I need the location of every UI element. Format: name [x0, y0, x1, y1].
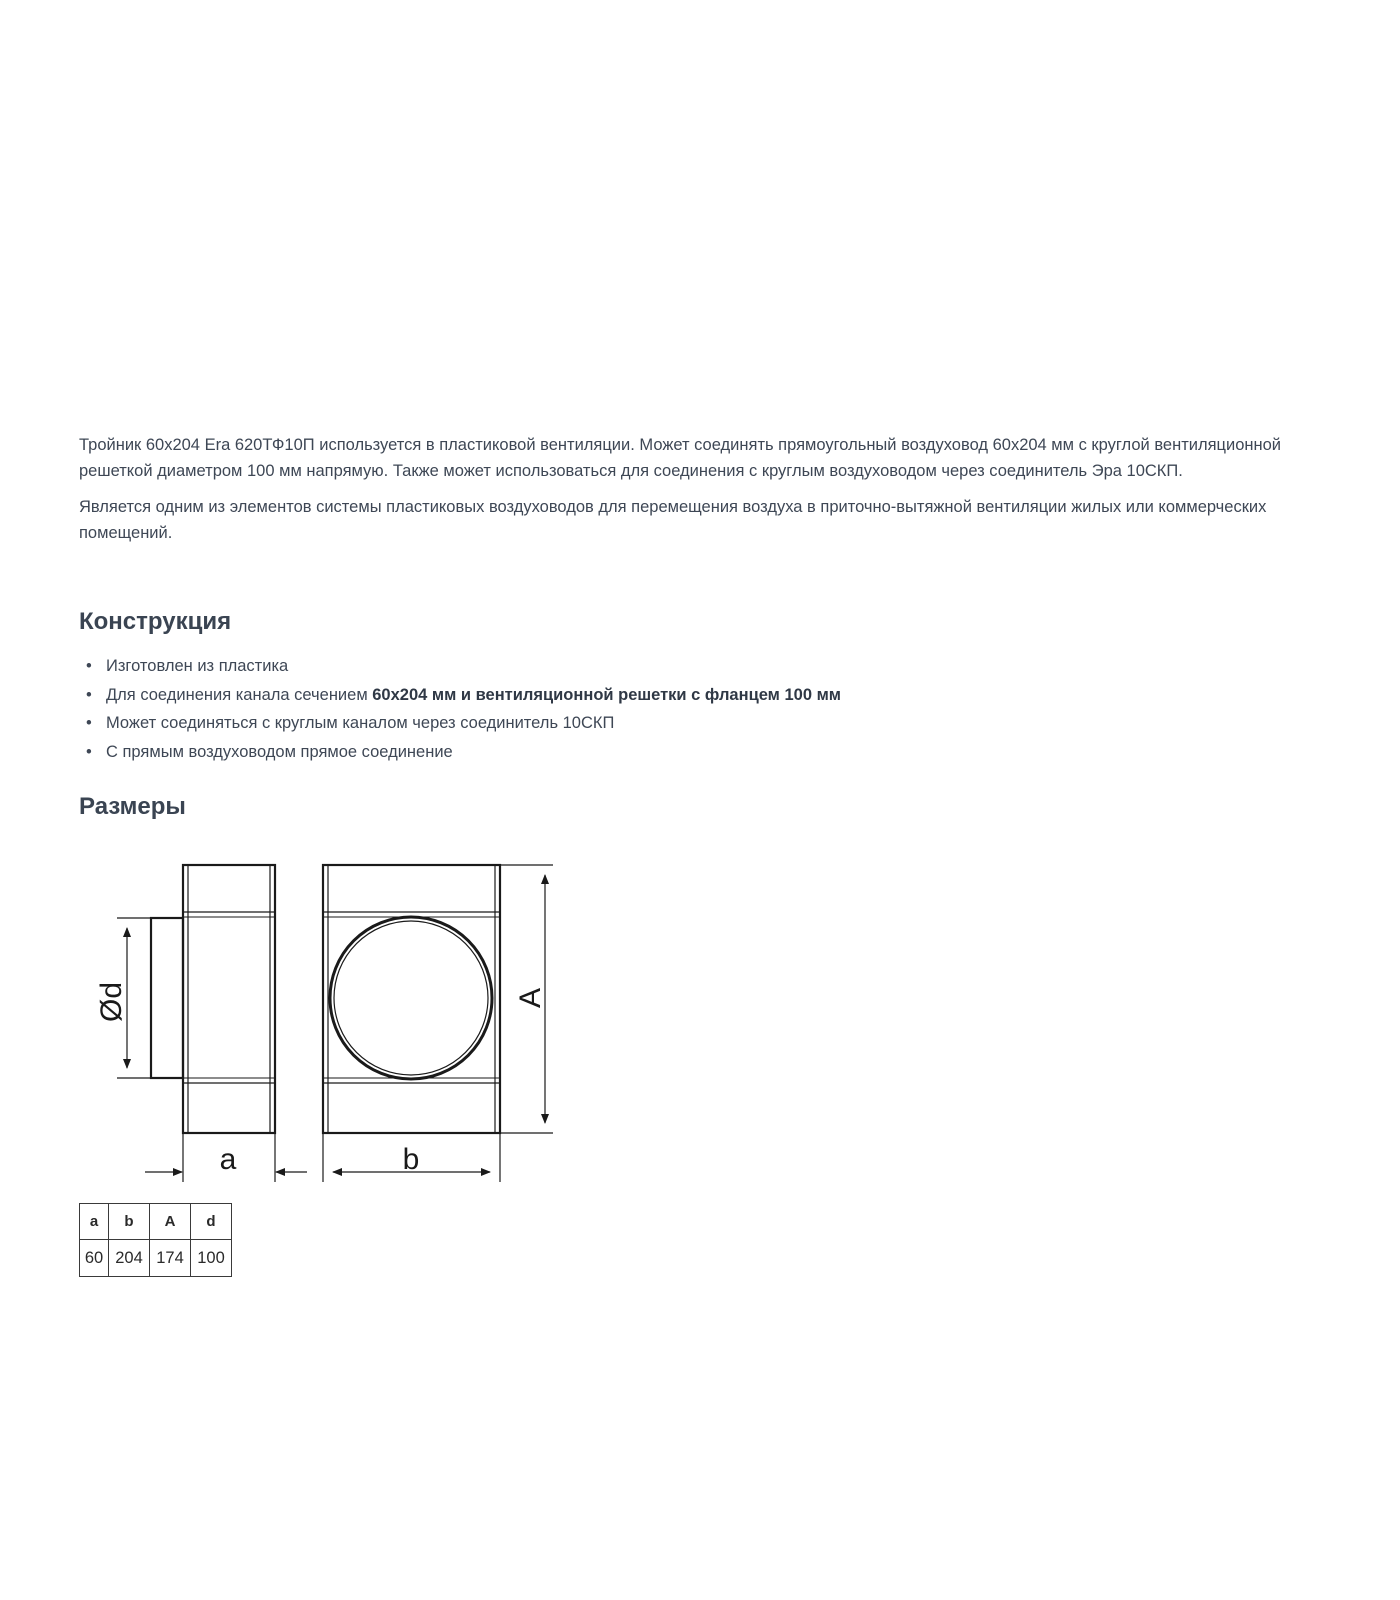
sizes-heading: Размеры — [79, 793, 186, 820]
dimension-labels — [95, 982, 547, 1176]
dimensions-table — [79, 1203, 232, 1277]
side-view — [151, 865, 275, 1133]
table-header-cell: b — [109, 1204, 150, 1240]
list-item-bold-text: 60х204 мм и вентиляционной решетки с фланцем 100 мм — [372, 685, 841, 704]
product-description — [79, 432, 1329, 556]
dimension-lines — [117, 865, 553, 1182]
description-paragraph-2: Является одним из элементов системы пластиковых воздуховодов для перемещения воздуха в приточно-вытяжной вентиляции жилых или коммерческих помещений. — [79, 498, 1267, 542]
table-header-cell: a — [80, 1204, 109, 1240]
list-item-text: Для соединения канала сечением — [106, 685, 373, 704]
list-item — [79, 681, 841, 710]
table-header-cell: d — [191, 1204, 232, 1240]
label-b: b — [402, 1143, 420, 1176]
front-view — [323, 865, 500, 1133]
list-item: • Может соединяться с круглым каналом через соединитель 10СКП — [79, 709, 841, 738]
list-item: • Изготовлен из пластика — [79, 652, 841, 681]
label-A: A — [514, 987, 547, 1009]
label-d: Ød — [95, 981, 128, 1023]
round-outlet — [330, 917, 492, 1079]
table-cell: 100 — [191, 1240, 232, 1277]
table-cell: 204 — [109, 1240, 150, 1277]
table-header-cell: A — [150, 1204, 191, 1240]
table-cell: 174 — [150, 1240, 191, 1277]
construction-heading: Конструкция — [79, 608, 232, 635]
list-item: • С прямым воздуховодом прямое соединение — [79, 738, 841, 767]
label-a: a — [219, 1143, 237, 1176]
description-paragraph-1: Тройник 60х204 Era 620ТФ10П используется в пластиковой вентиляции. Может соединять прямоугольный воздуховод 60х204 мм с круглой вентиляционной решеткой диаметром 100 мм напрямую. Также может использоваться для соединения с круглым воздуховодом через соединитель Эра 10СКП. — [79, 436, 1281, 480]
construction-list — [79, 652, 841, 766]
table-cell: 60 — [80, 1240, 109, 1277]
table-header-row — [80, 1204, 232, 1240]
table-row — [80, 1240, 232, 1277]
